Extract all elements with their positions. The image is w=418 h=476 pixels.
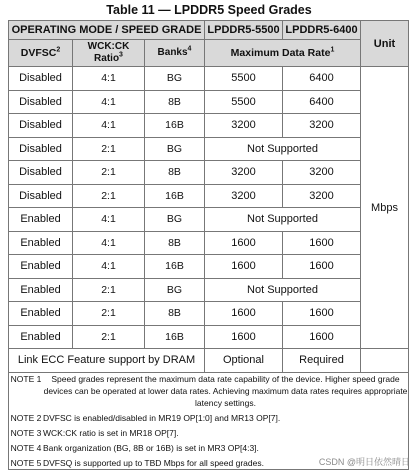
- note-text: Speed grades represent the maximum data rate capability of the device. Higher speed grade devices can be operated at lower data rates. Achieving maximum data rates requires appropriate latency settings.: [43, 373, 408, 408]
- rate-5500-cell: 5500: [205, 90, 283, 114]
- dvfsc-cell: Disabled: [9, 137, 73, 161]
- table-row: [9, 67, 409, 91]
- dvfsc-cell: Enabled: [9, 255, 73, 279]
- table-row: [9, 255, 409, 279]
- dvfsc-cell: Enabled: [9, 208, 73, 232]
- banks-cell: 16B: [145, 114, 205, 138]
- rate-6400-cell: 6400: [283, 67, 361, 91]
- note-key: NOTE 4: [10, 442, 42, 453]
- dvfsc-cell: Enabled: [9, 231, 73, 255]
- wck-ratio-cell: 2:1: [73, 137, 145, 161]
- rate-6400-cell: 3200: [283, 161, 361, 185]
- rate-6400-cell: 3200: [283, 184, 361, 208]
- wck-ratio-cell: 2:1: [73, 184, 145, 208]
- dvfsc-cell: Disabled: [9, 114, 73, 138]
- wck-ratio-cell: 2:1: [73, 278, 145, 302]
- banks-cell: BG: [145, 137, 205, 161]
- unit-cell: Mbps: [361, 67, 409, 349]
- banks-cell: 16B: [145, 184, 205, 208]
- wck-ratio-cell: 4:1: [73, 255, 145, 279]
- banks-cell: BG: [145, 278, 205, 302]
- banks-cell: BG: [145, 208, 205, 232]
- banks-cell: 16B: [145, 255, 205, 279]
- wck-ratio-cell: 2:1: [73, 325, 145, 349]
- wck-ratio-cell: 4:1: [73, 208, 145, 232]
- dvfsc-cell: Enabled: [9, 302, 73, 326]
- header-lpddr5-6400: LPDDR5-6400: [283, 21, 361, 40]
- rate-6400-cell: 1600: [283, 255, 361, 279]
- banks-cell: 16B: [145, 325, 205, 349]
- ecc-label-cell: Link ECC Feature support by DRAM: [9, 349, 205, 373]
- not-supported-cell: Not Supported: [205, 208, 361, 232]
- rate-6400-cell: 1600: [283, 231, 361, 255]
- banks-cell: 8B: [145, 302, 205, 326]
- note-text: DVFSQ is supported up to TBD Mbps for all speed grades.: [43, 457, 264, 468]
- banks-cell: 8B: [145, 161, 205, 185]
- wck-ratio-cell: 2:1: [73, 161, 145, 185]
- rate-5500-cell: 1600: [205, 325, 283, 349]
- header-banks: Banks$^4$: [145, 40, 205, 67]
- rate-5500-cell: 3200: [205, 184, 283, 208]
- header-unit: Unit: [361, 21, 409, 67]
- header-lpddr5-5500: LPDDR5-5500: [205, 21, 283, 40]
- dvfsc-cell: Enabled: [9, 325, 73, 349]
- banks-cell: 8B: [145, 90, 205, 114]
- table-row: [9, 90, 409, 114]
- table-caption: Table 11 — LPDDR5 Speed Grades: [106, 3, 312, 17]
- rate-5500-cell: 3200: [205, 161, 283, 185]
- note-item: [9, 412, 408, 424]
- note-key: NOTE 3: [10, 427, 42, 438]
- dvfsc-cell: Disabled: [9, 161, 73, 185]
- table-row: [9, 302, 409, 326]
- dvfsc-cell: Disabled: [9, 67, 73, 91]
- ecc-unit-cell: [361, 349, 409, 373]
- ecc-5500-cell: Optional: [205, 349, 283, 373]
- note-item: [9, 427, 408, 439]
- wck-ratio-cell: 2:1: [73, 302, 145, 326]
- table-row: [9, 278, 409, 302]
- header-row-sub: [9, 40, 409, 67]
- note-item: [9, 373, 408, 409]
- watermark: CSDN @明日依然晴日: [318, 457, 410, 467]
- not-supported-cell: Not Supported: [205, 278, 361, 302]
- header-dvfsc: DVFSC$^2$: [9, 40, 73, 67]
- rate-6400-cell: 1600: [283, 325, 361, 349]
- rate-5500-cell: 5500: [205, 67, 283, 91]
- not-supported-cell: Not Supported: [205, 137, 361, 161]
- rate-5500-cell: 1600: [205, 302, 283, 326]
- note-text: DVFSC is enabled/disabled in MR19 OP[1:0] and MR13 OP[7].: [43, 412, 281, 423]
- wck-ratio-cell: 4:1: [73, 231, 145, 255]
- dvfsc-cell: Disabled: [9, 90, 73, 114]
- note-text: Bank organization (BG, 8B or 16B) is set in MR3 OP[4:3].: [43, 442, 259, 453]
- note-text: WCK:CK ratio is set in MR18 OP[7].: [43, 427, 179, 438]
- wck-ratio-cell: 4:1: [73, 67, 145, 91]
- dvfsc-cell: Disabled: [9, 184, 73, 208]
- rate-6400-cell: 1600: [283, 302, 361, 326]
- rate-5500-cell: 3200: [205, 114, 283, 138]
- note-key: NOTE 5: [10, 457, 42, 468]
- dvfsc-cell: Enabled: [9, 278, 73, 302]
- header-max-data-rate: Maximum Data Rate$^1$: [205, 40, 361, 67]
- header-operating-mode: OPERATING MODE / SPEED GRADE: [9, 21, 205, 40]
- rate-5500-cell: 1600: [205, 255, 283, 279]
- header-row-top: [9, 21, 409, 40]
- header-wck-ratio: WCK:CK Ratio$^3$: [73, 40, 145, 67]
- rate-6400-cell: 3200: [283, 114, 361, 138]
- banks-cell: 8B: [145, 231, 205, 255]
- note-item: [9, 442, 408, 454]
- table-row: [9, 184, 409, 208]
- wck-ratio-cell: 4:1: [73, 114, 145, 138]
- wck-ratio-cell: 4:1: [73, 90, 145, 114]
- ecc-6400-cell: Required: [283, 349, 361, 373]
- ecc-row: [9, 349, 409, 373]
- note-key: NOTE 1: [10, 373, 42, 384]
- table-row: [9, 208, 409, 232]
- rate-5500-cell: 1600: [205, 231, 283, 255]
- note-key: NOTE 2: [10, 412, 42, 423]
- rate-6400-cell: 6400: [283, 90, 361, 114]
- table-row: [9, 114, 409, 138]
- speed-grades-table: [8, 20, 409, 470]
- table-row: [9, 137, 409, 161]
- table-row: [9, 325, 409, 349]
- table-row: [9, 231, 409, 255]
- banks-cell: BG: [145, 67, 205, 91]
- table-row: [9, 161, 409, 185]
